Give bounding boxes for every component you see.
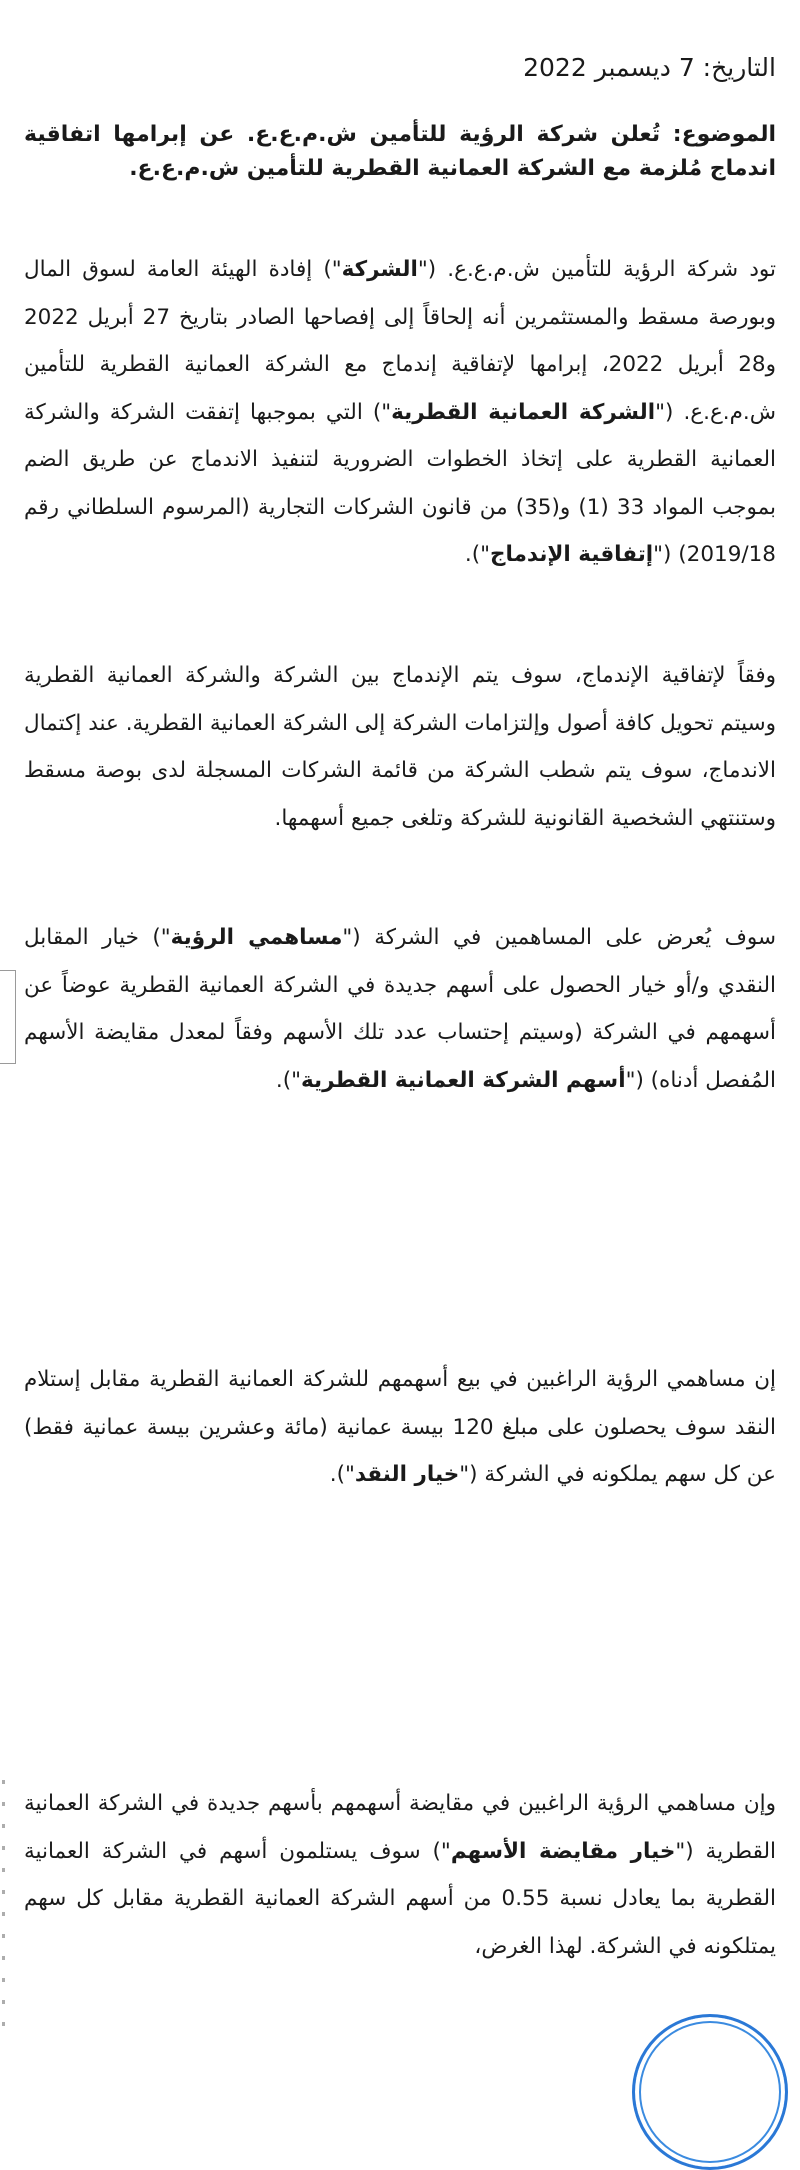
- margin-bracket-mark: [0, 970, 16, 1064]
- paragraph-text: تود شركة الرؤية للتأمين ش.م.ع.ع. (": [417, 257, 776, 282]
- paragraph-share-swap-option: [24, 1780, 776, 1970]
- document-date: التاريخ: 7 ديسمبر 2022: [523, 53, 776, 82]
- paragraph-text: ") إفادة الهيئة العامة لسوق المال وبورصة مسقط والمستثمرين أنه إلحاقاً إلى إفصاحها الصادر بتاريخ 27 أبريل 2022 و28 أبريل 2022، إبرامها لإتفاقية إندماج مع الشركة العمانية القطرية للتأمين ش.م.ع.ع. (": [24, 257, 776, 425]
- defined-term-oman-qatar-shares: أسهم الشركة العمانية القطرية: [301, 1067, 626, 1093]
- paragraph-text: ") سوف يستلمون أسهم في الشركة العمانية القطرية بما يعادل نسبة 0.55 من أسهم الشركة العمانية القطرية مقابل كل سهم يمتلكونه في الشركة. لهذا الغرض،: [24, 1838, 776, 1959]
- defined-term-merger-agreement: إتفاقية الإندماج: [490, 542, 654, 567]
- paragraph-text: ") خيار المقابل النقدي و/أو خيار الحصول على أسهم جديدة في الشركة العمانية القطرية عوضاً عن أسهمهم في الشركة (وسيتم إحتساب عدد تلك الأسهم وفقاً لمعدل مقايضة الأسهم المُفصل أدناه) (": [24, 925, 776, 1093]
- margin-scan-marks: [2, 1780, 5, 2038]
- defined-term-company: الشركة: [341, 257, 418, 282]
- defined-term-cash-option: خيار النقد: [354, 1462, 460, 1487]
- paragraph-shareholder-options: [24, 914, 776, 1104]
- defined-term-share-swap-option: خيار مقايضة الأسهم: [450, 1838, 676, 1864]
- defined-term-vision-shareholders: مساهمي الرؤية: [170, 925, 343, 950]
- defined-term-oman-qatar: الشركة العمانية القطرية: [391, 399, 656, 425]
- paragraph-merger-effect: وفقاً لإتفاقية الإندماج، سوف يتم الإندماج بين الشركة والشركة العمانية القطرية وسيتم تحويل كافة أصول وإلتزامات الشركة إلى الشركة العمانية القطرية. عند إكتمال الاندماج، سوف يتم شطب الشركة من قائمة الشركات المسجلة لدى بوصة مسقط وستنتهي الشخصية القانونية للشركة وتلغى جميع أسهمها.: [24, 663, 776, 831]
- document-subject: الموضوع: تُعلن شركة الرؤية للتأمين ش.م.ع.ع. عن إبرامها اتفاقية اندماج مُلزمة مع الشركة العمانية القطرية للتأمين ش.م.ع.ع.: [24, 122, 776, 181]
- paragraph-text: ").: [275, 1067, 301, 1093]
- paragraph-merger-agreement: [24, 246, 776, 579]
- paragraph-cash-option: [24, 1356, 776, 1499]
- paragraph-text: سوف يُعرض على المساهمين في الشركة (": [342, 925, 776, 950]
- paragraph-text: ").: [464, 542, 491, 567]
- paragraph-text: إن مساهمي الرؤية الراغبين في بيع أسهمهم للشركة العمانية القطرية مقابل إستلام النقد سوف يحصلون على مبلغ 120 بيسة عمانية (مائة وعشرين بيسة عمانية فقط) عن كل سهم يملكونه في الشركة (": [24, 1367, 776, 1487]
- company-stamp-icon: [632, 2014, 788, 2170]
- paragraph-text: وإن مساهمي الرؤية الراغبين في مقايضة أسهمهم بأسهم جديدة في الشركة العمانية القطرية (": [24, 1791, 776, 1864]
- paragraph-text: ") التي بموجبها إتفقت الشركة والشركة العمانية القطرية على إتخاذ الخطوات الضرورية لتنفيذ الاندماج عن طريق الضم بموجب المواد 33 (1) و(35) من قانون الشركات التجارية (المرسوم السلطاني رقم 2019/18) (": [24, 399, 776, 567]
- paragraph-text: ").: [329, 1462, 355, 1487]
